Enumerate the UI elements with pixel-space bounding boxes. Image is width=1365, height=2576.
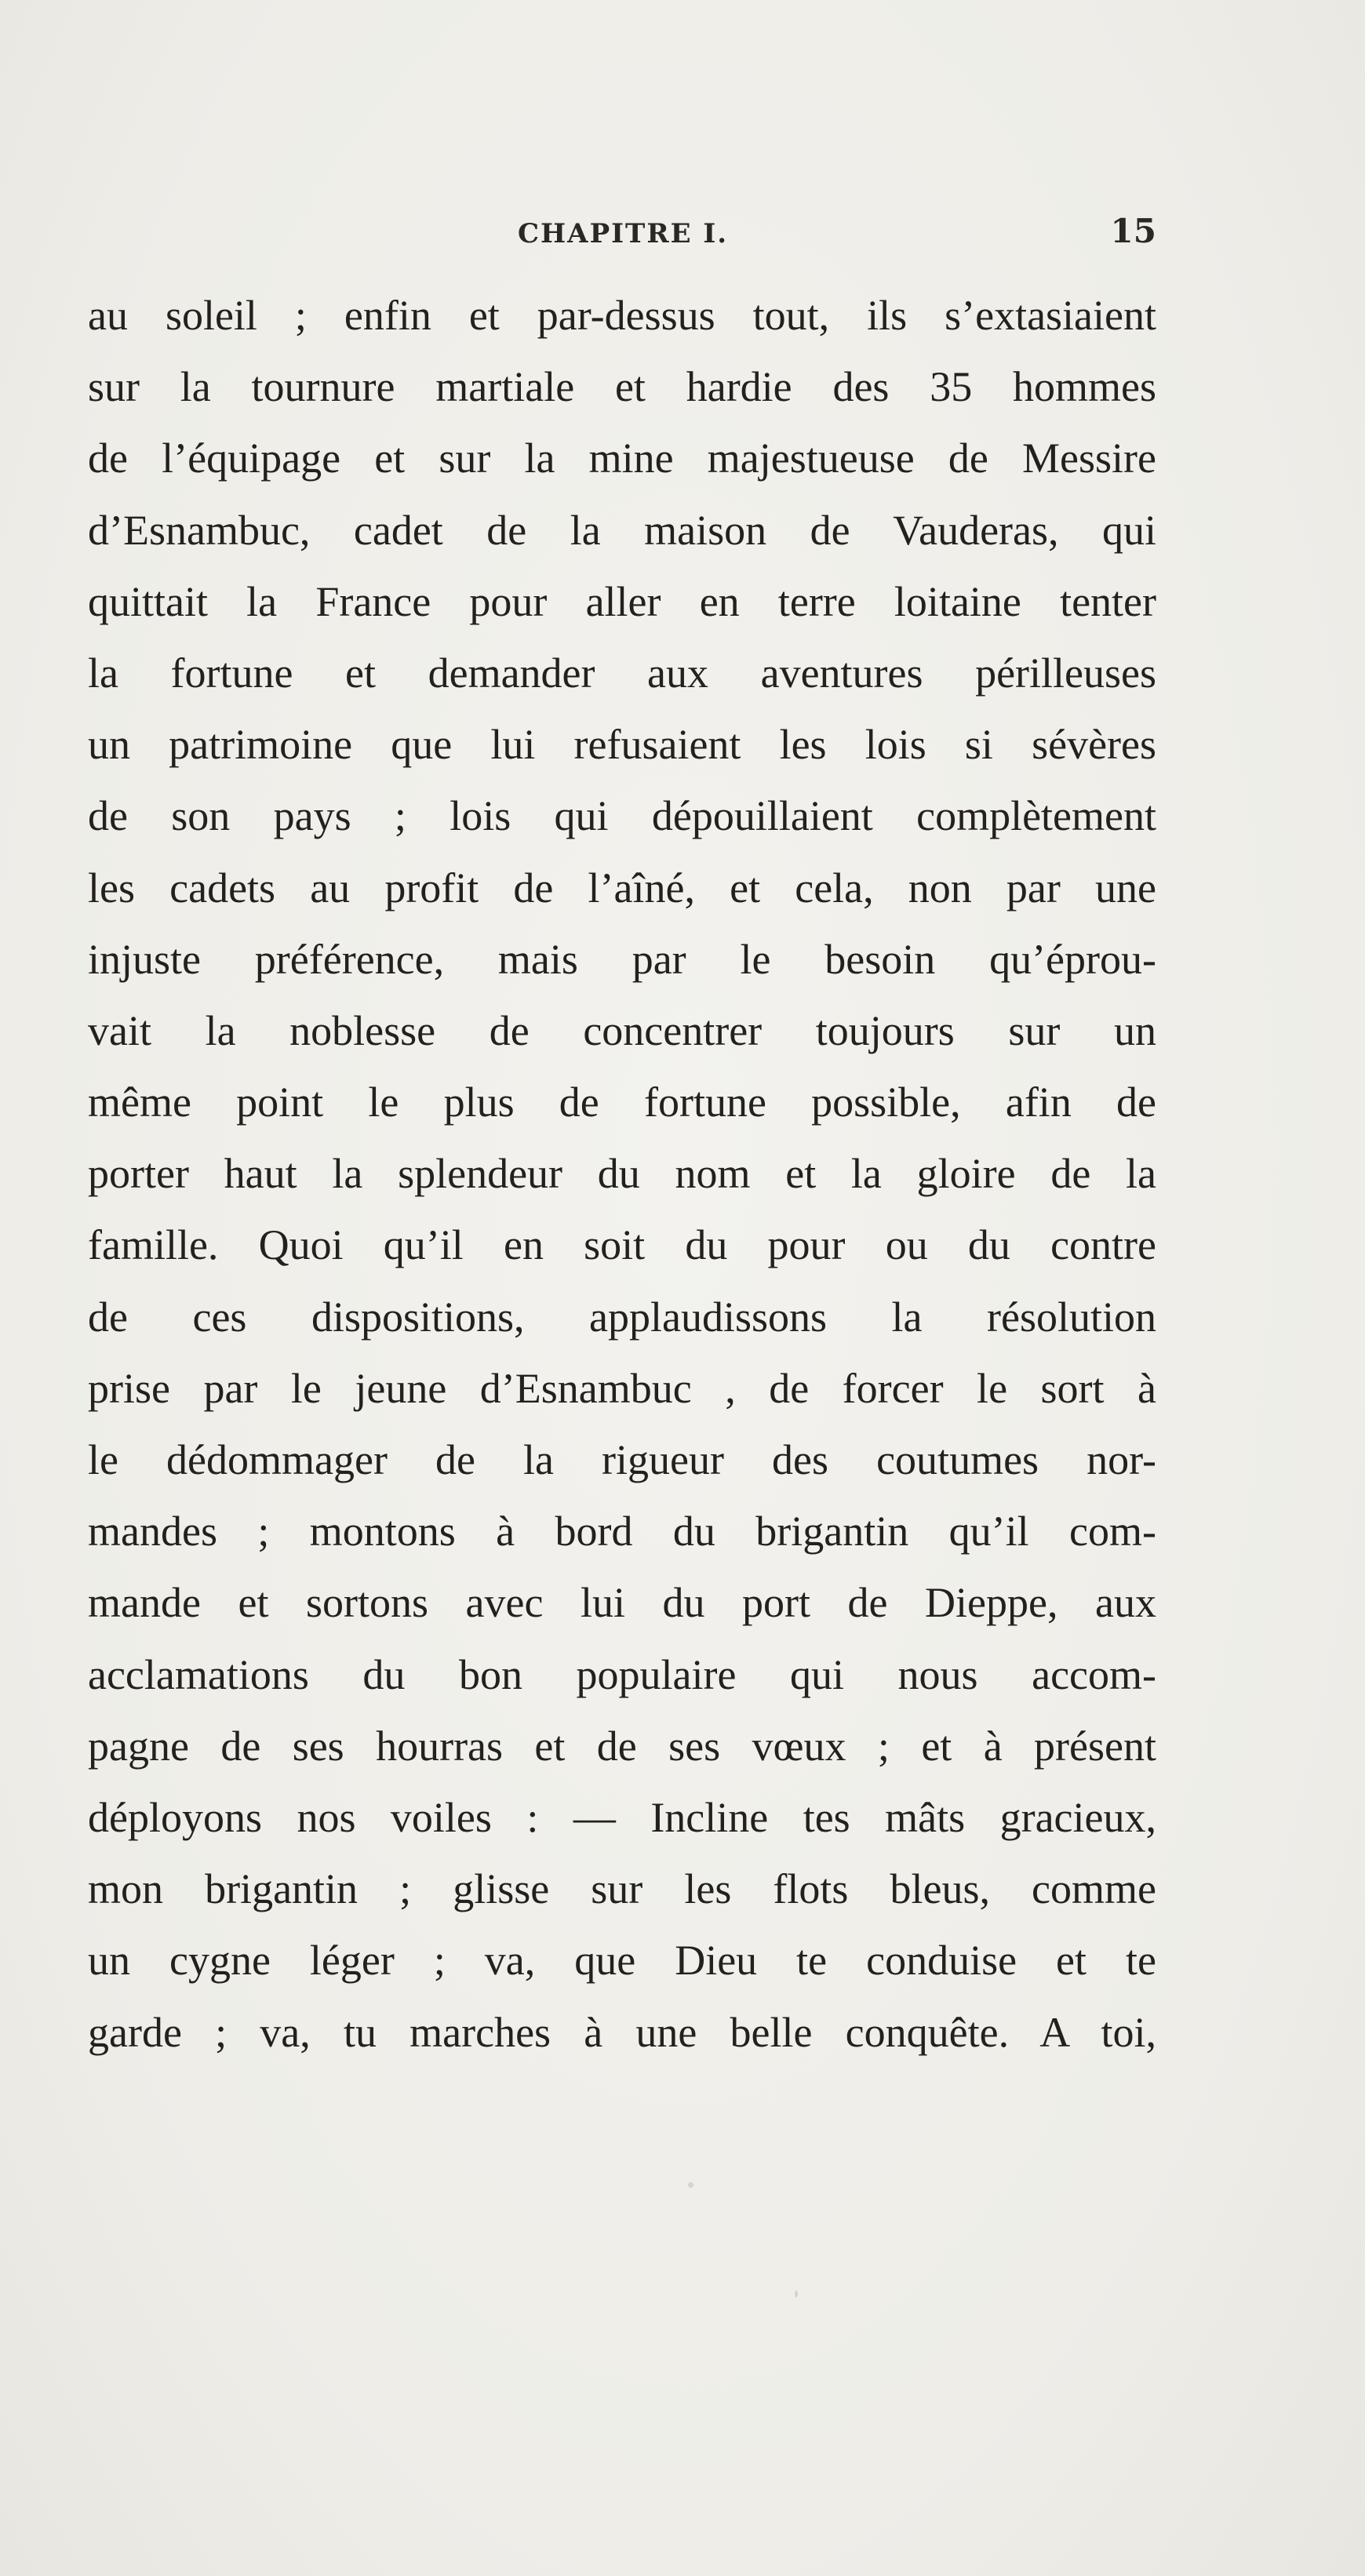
- text-line: prise par le jeune d’Esnambuc , de forcer le sort à: [88, 1364, 1156, 1412]
- text-line: de son pays ; lois qui dépouillaient complètement: [88, 792, 1156, 840]
- text-line: pagne de ses hourras et de ses vœux ; et à présent: [88, 1722, 1156, 1770]
- text-line: au soleil ; enfin et par-dessus tout, ils s’extasiaient: [88, 292, 1156, 339]
- text-line: de l’équipage et sur la mine majestueuse de Messire: [88, 435, 1156, 482]
- text-line: mon brigantin ; glisse sur les flots bleus, comme: [88, 1865, 1156, 1913]
- page-header: [88, 210, 1156, 257]
- text-line: injuste préférence, mais par le besoin qu’éprou-: [88, 935, 1156, 983]
- text-line: la fortune et demander aux aventures périlleuses: [88, 649, 1156, 697]
- text-line: même point le plus de fortune possible, afin de: [88, 1079, 1156, 1126]
- text-line: les cadets au profit de l’aîné, et cela, non par une: [88, 864, 1156, 911]
- text-line: le dédommager de la rigueur des coutumes nor-: [88, 1436, 1156, 1483]
- text-line: mandes ; montons à bord du brigantin qu’il com-: [88, 1508, 1156, 1555]
- paper-spot: [795, 2290, 798, 2298]
- body-text: [88, 280, 1156, 2068]
- text-line: déployons nos voiles : — Incline tes mâts gracieux,: [88, 1793, 1156, 1841]
- text-line: d’Esnambuc, cadet de la maison de Vauderas, qui: [88, 506, 1156, 554]
- text-line: de ces dispositions, applaudissons la résolution: [88, 1293, 1156, 1341]
- text-line: porter haut la splendeur du nom et la gloire de la: [88, 1150, 1156, 1198]
- text-line: sur la tournure martiale et hardie des 35 hommes: [88, 363, 1156, 411]
- text-line: quittait la France pour aller en terre loitaine tenter: [88, 577, 1156, 625]
- running-title: CHAPITRE I.: [518, 218, 729, 249]
- paper-spot: [688, 2182, 693, 2188]
- text-line: vait la noblesse de concentrer toujours sur un: [88, 1006, 1156, 1054]
- text-line: un cygne léger ; va, que Dieu te conduise et te: [88, 1937, 1156, 1985]
- page-number: 15: [1110, 212, 1156, 250]
- text-line: acclamations du bon populaire qui nous accom-: [88, 1650, 1156, 1698]
- text-line: un patrimoine que lui refusaient les lois si sévères: [88, 721, 1156, 769]
- text-line: famille. Quoi qu’il en soit du pour ou du contre: [88, 1221, 1156, 1269]
- text-line: garde ; va, tu marches à une belle conquête. A toi,: [88, 2008, 1156, 2056]
- text-line: mande et sortons avec lui du port de Dieppe, aux: [88, 1579, 1156, 1627]
